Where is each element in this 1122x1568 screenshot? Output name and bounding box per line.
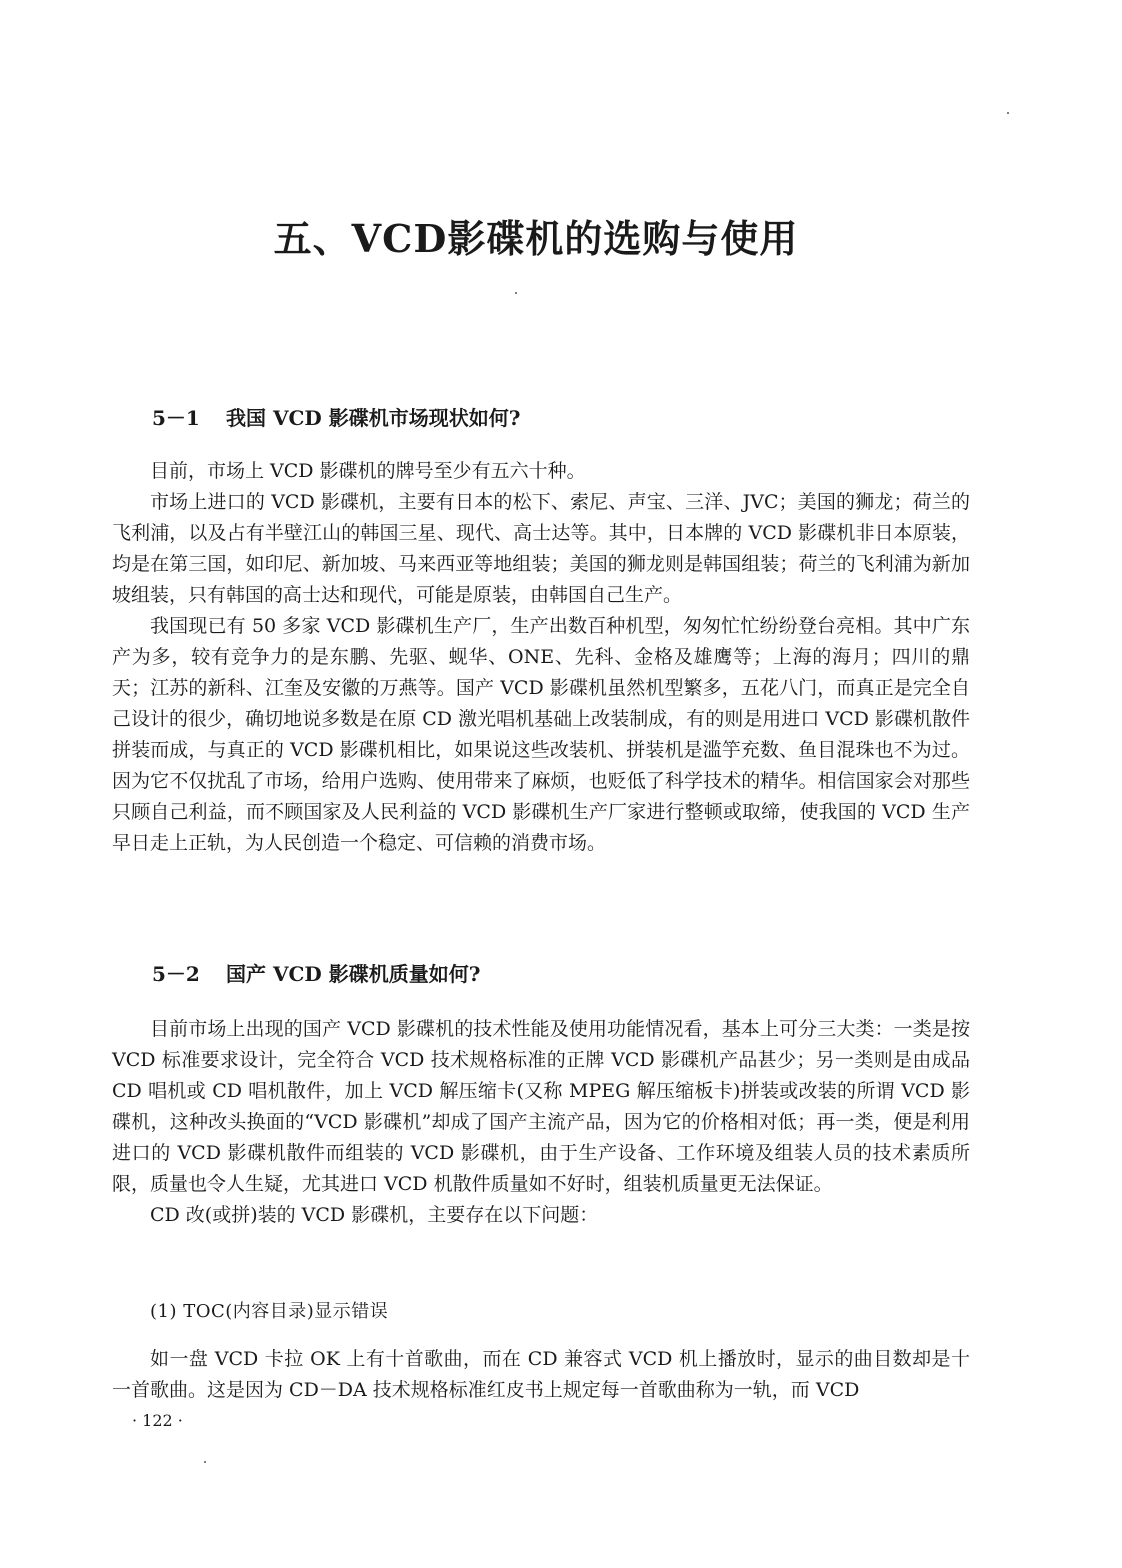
subheading-container <box>150 1297 388 1323</box>
paragraph: CD 改(或拼)装的 VCD 影碟机，主要存在以下问题： <box>150 1204 599 1226</box>
section-title: 国产 VCD 影碟机质量如何? <box>226 962 481 986</box>
section-heading-5-2 <box>152 958 480 987</box>
page-number: · 122 · <box>132 1411 183 1430</box>
section-body-5-2 <box>112 1014 970 1231</box>
paragraph: 市场上进口的 VCD 影碟机，主要有日本的松下、索尼、声宝、三洋、JVC；美国的狮龙；荷兰的飞利浦，以及占有半壁江山的韩国三星、现代、高士达等。其中，日本牌的 VCD 影碟机非日本原装，均是在第三国，如印尼、新加坡、马来西亚等地组装；美国的狮龙则是韩国组装；荷兰的飞利浦为新加坡组装，只有韩国的高士达和现代，可能是原装，由韩国自己生产。 <box>112 491 970 606</box>
section-body-5-2-continued <box>112 1344 970 1406</box>
scan-speck <box>204 1461 206 1463</box>
paragraph: 我国现已有 50 多家 VCD 影碟机生产厂，生产出数百种机型，匆匆忙忙纷纷登台亮相。其中广东产为多，较有竞争力的是东鹏、先驱、蚬华、ONE、先科、金格及雄鹰等；上海的海月；四川的鼎天；江苏的新科、江奎及安徽的万燕等。国产 VCD 影碟机虽然机型繁多，五花八门，而真正是完全自己设计的很少，确切地说多数是在原 CD 激光唱机基础上改装制成，有的则是用进口 VCD 影碟机散件拼装而成，与真正的 VCD 影碟机相比，如果说这些改装机、拼装机是滥竽充数、鱼目混珠也不为过。因为它不仅扰乱了市场，给用户选购、使用带来了麻烦，也贬低了科学技术的精华。相信国家会对那些只顾自己利益，而不顾国家及人民利益的 VCD 影碟机生产厂家进行整顿或取缔，使我国的 VCD 生产早日走上正轨，为人民创造一个稳定、可信赖的消费市场。 <box>112 615 970 854</box>
scan-speck <box>515 292 517 294</box>
section-heading-5-1 <box>152 402 520 431</box>
scan-speck <box>1007 112 1009 114</box>
paragraph: 目前，市场上 VCD 影碟机的牌号至少有五六十种。 <box>150 460 586 482</box>
section-body-5-1 <box>112 456 970 859</box>
chapter-title: 五、VCD影碟机的选购与使用 <box>273 216 799 261</box>
paragraph: 如一盘 VCD 卡拉 OK 上有十首歌曲，而在 CD 兼容式 VCD 机上播放时，显示的曲目数却是十一首歌曲。这是因为 CD－DA 技术规格标准红皮书上规定每一首歌曲称为一轨，而 VCD <box>112 1348 970 1401</box>
paragraph: 目前市场上出现的国产 VCD 影碟机的技术性能及使用功能情况看，基本上可分三大类：一类是按 VCD 标准要求设计，完全符合 VCD 技术规格标准的正牌 VCD 影碟机产品甚少；另一类则是由成品 CD 唱机或 CD 唱机散件，加上 VCD 解压缩卡(又称 MPEG 解压缩板卡)拼装或改装的所谓 VCD 影碟机，这种改头换面的“VCD 影碟机”却成了国产主流产品，因为它的价格相对低；再一类，便是利用进口的 VCD 影碟机散件而组装的 VCD 影碟机，由于生产设备、工作环境及组装人员的技术素质所限，质量也令人生疑，尤其进口 VCD 机散件质量如不好时，组装机质量更无法保证。 <box>112 1018 970 1195</box>
section-title: 我国 VCD 影碟机市场现状如何? <box>226 406 521 430</box>
section-number: 5－2 <box>152 962 200 986</box>
section-number: 5－1 <box>152 406 200 430</box>
subheading-toc-error: (1) TOC(内容目录)显示错误 <box>150 1301 389 1322</box>
